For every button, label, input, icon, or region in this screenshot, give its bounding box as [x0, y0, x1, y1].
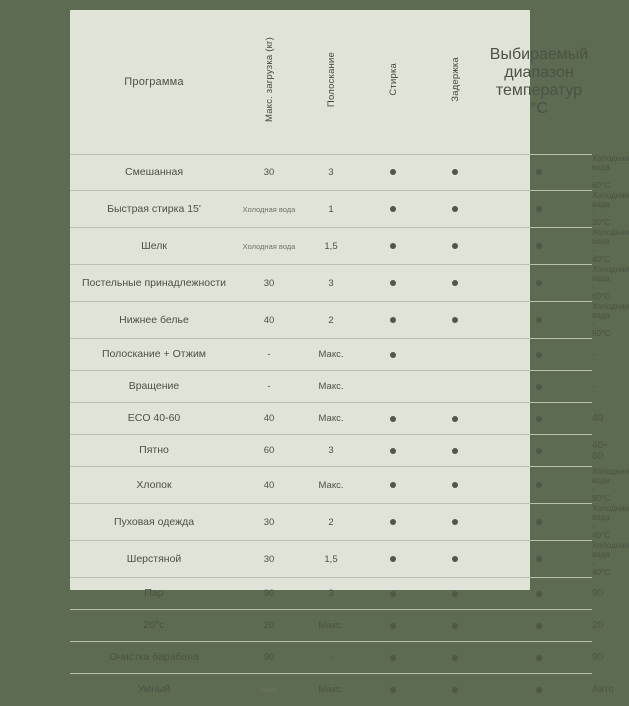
- column-header-wash-label: Стирка: [387, 62, 399, 96]
- dot-icon: [536, 169, 542, 175]
- cell-max-load: -: [300, 642, 362, 674]
- table-row: Смешанная 30 3 Холодная вода - 60°C: [70, 154, 592, 191]
- dot-icon: [536, 655, 542, 661]
- table-row: Быстрая стирка 15' Холодная вода 1 Холодная вода - 30°C: [70, 191, 592, 228]
- cell-program-name: Пар: [70, 578, 238, 610]
- cell-delay: [486, 302, 592, 339]
- cell-wash: [424, 228, 486, 265]
- dot-icon: [390, 556, 396, 562]
- cell-wash: [424, 191, 486, 228]
- cell-load: 90: [238, 642, 300, 674]
- dot-icon: [390, 591, 396, 597]
- cell-load: 40: [238, 403, 300, 435]
- table-row: Умный Авто Макс. Авто: [70, 674, 592, 706]
- cell-max-load: Макс.: [300, 403, 362, 435]
- program-table-sheet: [70, 10, 629, 696]
- dot-icon: [390, 655, 396, 661]
- dot-icon: [452, 623, 458, 629]
- cell-program-name: Пятно: [70, 435, 238, 467]
- cell-rinse: [362, 265, 424, 302]
- cell-rinse: [362, 642, 424, 674]
- cell-program-name: Смешанная: [70, 154, 238, 191]
- cell-wash: [424, 371, 486, 403]
- dot-icon: [452, 448, 458, 454]
- table-row: Шелк Холодная вода 1,5 Холодная вода - 40°C: [70, 228, 592, 265]
- cell-delay: [486, 467, 592, 504]
- table-row: Полоскание + Отжим - Макс. -: [70, 339, 592, 371]
- cell-load: 40: [238, 302, 300, 339]
- cell-load: 90: [238, 578, 300, 610]
- cell-wash: [424, 435, 486, 467]
- cell-wash: [424, 504, 486, 541]
- table-row: Хлопок 40 Макс. Холодная вода - 90°C: [70, 467, 592, 504]
- table-row: Нижнее белье 40 2 Холодная вода - 90°C: [70, 302, 592, 339]
- dot-icon: [452, 655, 458, 661]
- cell-delay: [486, 541, 592, 578]
- dot-icon: [536, 206, 542, 212]
- table-body: [70, 154, 629, 706]
- column-header-rinse-label: Полоскание: [325, 51, 337, 107]
- cell-wash: [424, 265, 486, 302]
- cell-max-load: 1,5: [300, 541, 362, 578]
- cell-load: Авто: [260, 685, 278, 695]
- cell-delay: [486, 339, 592, 371]
- cell-rinse: [362, 228, 424, 265]
- dot-icon: [390, 206, 396, 212]
- cell-load: 20: [238, 610, 300, 642]
- cell-rinse: [362, 403, 424, 435]
- cell-program-name: Шерстяной: [70, 541, 238, 578]
- cell-delay: [486, 504, 592, 541]
- cell-rinse: [362, 191, 424, 228]
- cell-rinse: [362, 371, 424, 403]
- cell-wash: [424, 467, 486, 504]
- cell-max-load: 1,5: [300, 228, 362, 265]
- dot-icon: [452, 687, 458, 693]
- dot-icon: [390, 482, 396, 488]
- dot-icon: [536, 591, 542, 597]
- cell-rinse: [362, 302, 424, 339]
- column-header-temp-range-label: Выбираемый диапазон температур °C: [489, 45, 589, 117]
- column-header-delay-label: Задержка: [449, 56, 461, 102]
- table-row: Пуховая одежда 30 2 Холодная вода - 40°C: [70, 504, 592, 541]
- cell-wash: [424, 674, 486, 706]
- cell-delay: [486, 578, 592, 610]
- cell-rinse: [362, 467, 424, 504]
- cell-load: 30: [238, 541, 300, 578]
- cell-program-name: ECO 40-60: [70, 403, 238, 435]
- cell-rinse: [362, 674, 424, 706]
- cell-load: Холодная вода: [238, 228, 300, 265]
- column-header-wash: [362, 10, 424, 154]
- cell-max-load: 3: [300, 435, 362, 467]
- dot-icon: [536, 416, 542, 422]
- column-header-max-load: [238, 10, 300, 154]
- cell-rinse: [362, 435, 424, 467]
- cell-max-load: 3: [300, 578, 362, 610]
- cell-load: 30: [238, 504, 300, 541]
- cell-rinse: [362, 541, 424, 578]
- cell-delay: [486, 265, 592, 302]
- dot-icon: [390, 416, 396, 422]
- dot-icon: [452, 280, 458, 286]
- dot-icon: [390, 169, 396, 175]
- dot-icon: [452, 169, 458, 175]
- dot-icon: [452, 482, 458, 488]
- cell-delay: [486, 403, 592, 435]
- dot-icon: [390, 280, 396, 286]
- cell-rinse: [362, 339, 424, 371]
- dot-icon: [536, 317, 542, 323]
- dot-icon: [536, 623, 542, 629]
- table-row: ECO 40-60 40 Макс. 40: [70, 403, 592, 435]
- table-header-row: [70, 10, 592, 154]
- column-header-rinse: [300, 10, 362, 154]
- cell-rinse: [362, 154, 424, 191]
- column-header-max-load-label: Макс. загрузка (кг): [263, 36, 275, 122]
- dot-icon: [536, 384, 542, 390]
- table-row: Пар 90 3 90: [70, 578, 592, 610]
- dot-icon: [390, 448, 396, 454]
- dot-icon: [390, 352, 396, 358]
- cell-wash: [424, 642, 486, 674]
- cell-wash: [424, 578, 486, 610]
- cell-max-load: Макс.: [300, 610, 362, 642]
- cell-load: -: [238, 371, 300, 403]
- dot-icon: [452, 206, 458, 212]
- dot-icon: [536, 482, 542, 488]
- table-header: [70, 10, 592, 154]
- cell-program-name: Постельные принадлежности: [70, 265, 238, 302]
- cell-load: 60: [238, 435, 300, 467]
- table-row: 20°c 20 Макс. 20: [70, 610, 592, 642]
- dot-icon: [536, 280, 542, 286]
- dot-icon: [536, 687, 542, 693]
- dot-icon: [452, 317, 458, 323]
- dot-icon: [390, 317, 396, 323]
- dot-icon: [452, 591, 458, 597]
- dot-icon: [536, 352, 542, 358]
- column-header-temp-range: [486, 10, 592, 154]
- column-header-delay: [424, 10, 486, 154]
- cell-wash: [424, 610, 486, 642]
- cell-wash: [424, 302, 486, 339]
- dot-icon: [536, 519, 542, 525]
- dot-icon: [536, 448, 542, 454]
- dot-icon: [390, 687, 396, 693]
- dot-icon: [452, 556, 458, 562]
- cell-wash: [424, 154, 486, 191]
- cell-max-load: 2: [300, 302, 362, 339]
- cell-delay: [486, 674, 592, 706]
- cell-program-name: Хлопок: [70, 467, 238, 504]
- cell-rinse: [362, 578, 424, 610]
- table-row: Пятно 60 3 40-60: [70, 435, 592, 467]
- dot-icon: [536, 243, 542, 249]
- cell-max-load: Макс.: [300, 467, 362, 504]
- cell-max-load: 3: [300, 265, 362, 302]
- cell-program-name: Полоскание + Отжим: [70, 339, 238, 371]
- cell-delay: [486, 371, 592, 403]
- table-row: Шерстяной 30 1,5 Холодная вода - 40°C: [70, 541, 592, 578]
- dot-icon: [390, 243, 396, 249]
- table-row: Очистка барабана 90 - 90: [70, 642, 592, 674]
- dot-icon: [390, 519, 396, 525]
- table-row: Вращение - Макс. -: [70, 371, 592, 403]
- cell-max-load: Макс.: [300, 339, 362, 371]
- cell-max-load: 2: [300, 504, 362, 541]
- cell-program-name: 20°c: [70, 610, 238, 642]
- cell-max-load: 3: [300, 154, 362, 191]
- program-table: [70, 10, 629, 706]
- dot-icon: [536, 556, 542, 562]
- cell-delay: [486, 228, 592, 265]
- cell-program-name: Пуховая одежда: [70, 504, 238, 541]
- cell-rinse: [362, 610, 424, 642]
- cell-max-load: 1: [300, 191, 362, 228]
- cell-program-name: Шелк: [70, 228, 238, 265]
- dot-icon: [452, 416, 458, 422]
- cell-delay: [486, 154, 592, 191]
- cell-wash: [424, 541, 486, 578]
- cell-delay: [486, 642, 592, 674]
- cell-rinse: [362, 504, 424, 541]
- cell-program-name: Очистка барабана: [70, 642, 238, 674]
- cell-program-name: Нижнее белье: [70, 302, 238, 339]
- cell-load: 30: [238, 154, 300, 191]
- dot-icon: [390, 623, 396, 629]
- cell-wash: [424, 339, 486, 371]
- table-row: Постельные принадлежности 30 3 Холодная вода - 60°C: [70, 265, 592, 302]
- cell-max-load: Макс.: [318, 684, 344, 696]
- cell-delay: [486, 191, 592, 228]
- cell-wash: [424, 403, 486, 435]
- cell-delay: [486, 610, 592, 642]
- cell-load: 30: [238, 265, 300, 302]
- cell-max-load: Макс.: [300, 371, 362, 403]
- cell-load: Холодная вода: [238, 191, 300, 228]
- column-header-program: Программа: [70, 10, 238, 154]
- dot-icon: [452, 243, 458, 249]
- cell-delay: [486, 435, 592, 467]
- cell-program-name: Вращение: [70, 371, 238, 403]
- dot-icon: [452, 519, 458, 525]
- cell-load: -: [238, 339, 300, 371]
- cell-load: 40: [238, 467, 300, 504]
- cell-program-name: Умный: [137, 683, 171, 696]
- cell-program-name: Быстрая стирка 15': [70, 191, 238, 228]
